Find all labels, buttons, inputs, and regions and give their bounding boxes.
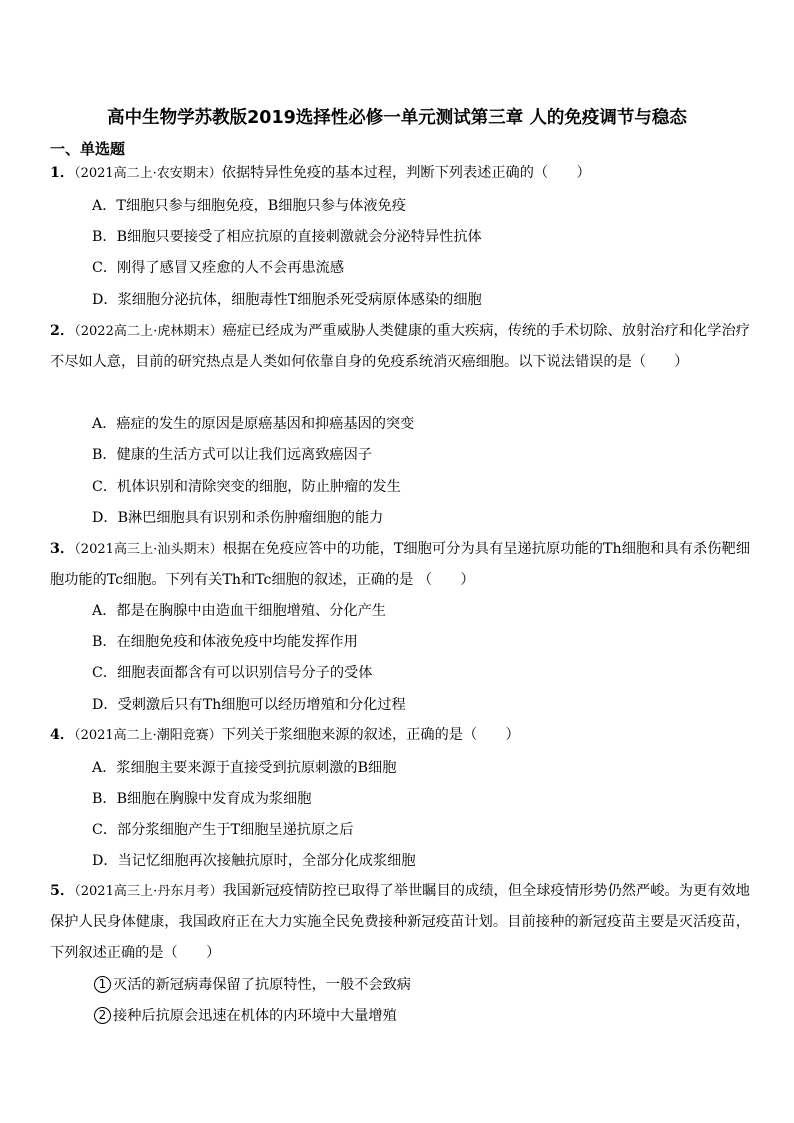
option-c: C．部分浆细胞产生于T细胞呈递抗原之后 — [92, 822, 354, 838]
question-stem: 依据特异性免疫的基本过程，判断下列表述正确的（ ） — [221, 165, 591, 181]
option-b: B．B细胞只要接受了相应抗原的直接刺激就会分泌特异性抗体 — [92, 229, 482, 245]
option-c: C．机体识别和清除突变的细胞，防止肿瘤的发生 — [92, 479, 401, 495]
circled-number: 2 — [94, 1007, 111, 1024]
option-b: B．B细胞在胸腺中发育成为浆细胞 — [92, 791, 312, 807]
circled-number: 1 — [94, 976, 111, 993]
question-source: （2022高二上·虎林期末） — [74, 324, 223, 339]
option-a: A．浆细胞主要来源于直接受到抗原刺激的B细胞 — [92, 760, 397, 776]
question-stem: 癌症已经成为严重威胁人类健康的重大疾病，传统的手术切除、放射治疗和化学治疗不尽如人意，目前的研究热点是人类如何依靠自身的免疫系统消灭癌细胞。以下说法错误的是（ ） — [50, 323, 750, 370]
statement-text: 灭活的新冠病毒保留了抗原特性，一般不会致病 — [113, 977, 411, 993]
question-source: （2021高二上·农安期末） — [74, 166, 222, 181]
statement-text: 接种后抗原会迅速在机体的内环境中大量增殖 — [113, 1008, 397, 1024]
question-number: 5． — [50, 883, 75, 899]
question-stem: 根据在免疫应答中的功能，T细胞可分为具有呈递抗原功能的Th细胞和具有杀伤靶细胞功能的Tc细胞。下列有关Th和Tc细胞的叙述，正确的是 （ ） — [50, 541, 751, 588]
option-d: D．受刺激后只有Th细胞可以经历增殖和分化过程 — [92, 697, 406, 713]
option-a: A．T细胞只参与细胞免疫，B细胞只参与体液免疫 — [92, 198, 406, 214]
question-number: 1． — [50, 165, 75, 181]
question-4 — [50, 720, 750, 751]
question-stem: 我国新冠疫情防控已取得了举世瞩目的成绩，但全球疫情形势仍然严峻。为更有效地保护人民身体健康，我国政府正在大力实施全民免费接种新冠疫苗计划。目前接种的新冠疫苗主要是灭活疫苗，下列叙述正确的是（ ） — [50, 883, 750, 961]
option-c: C．刚得了感冒又痊愈的人不会再患流感 — [92, 260, 345, 276]
question-number: 4． — [50, 727, 75, 743]
question-2 — [50, 316, 750, 378]
question-source: （2021高二上·潮阳竞赛） — [74, 728, 222, 743]
question-number: 2． — [50, 323, 75, 339]
option-c: C．细胞表面都含有可以识别信号分子的受体 — [92, 665, 373, 681]
option-b: B．在细胞免疫和体液免疫中均能发挥作用 — [92, 634, 358, 650]
question-source: （2021高三上·汕头期末） — [74, 542, 223, 557]
question-3 — [50, 534, 750, 596]
question-1 — [50, 158, 750, 189]
statement-1 — [94, 975, 411, 995]
question-number: 3． — [50, 541, 75, 557]
option-a: A．癌症的发生的原因是原癌基因和抑癌基因的突变 — [92, 416, 415, 432]
section-heading: 一、单选题 — [50, 140, 126, 158]
question-source: （2021高三上·丹东月考） — [74, 884, 223, 899]
statement-2 — [94, 1006, 397, 1026]
option-b: B．健康的生活方式可以让我们远离致癌因子 — [92, 447, 372, 463]
option-d: D．当记忆细胞再次接触抗原时，全部分化成浆细胞 — [92, 853, 416, 869]
option-d: D．浆细胞分泌抗体，细胞毒性T细胞杀死受病原体感染的细胞 — [92, 292, 482, 308]
page-title: 高中生物学苏教版2019选择性必修一单元测试第三章 人的免疫调节与稳态 — [107, 108, 687, 128]
option-d: D．B淋巴细胞具有识别和杀伤肿瘤细胞的能力 — [92, 510, 384, 526]
question-stem: 下列关于浆细胞来源的叙述，正确的是（ ） — [221, 727, 520, 743]
question-5 — [50, 876, 750, 969]
option-a: A．都是在胸腺中由造血干细胞增殖、分化产生 — [92, 603, 386, 619]
